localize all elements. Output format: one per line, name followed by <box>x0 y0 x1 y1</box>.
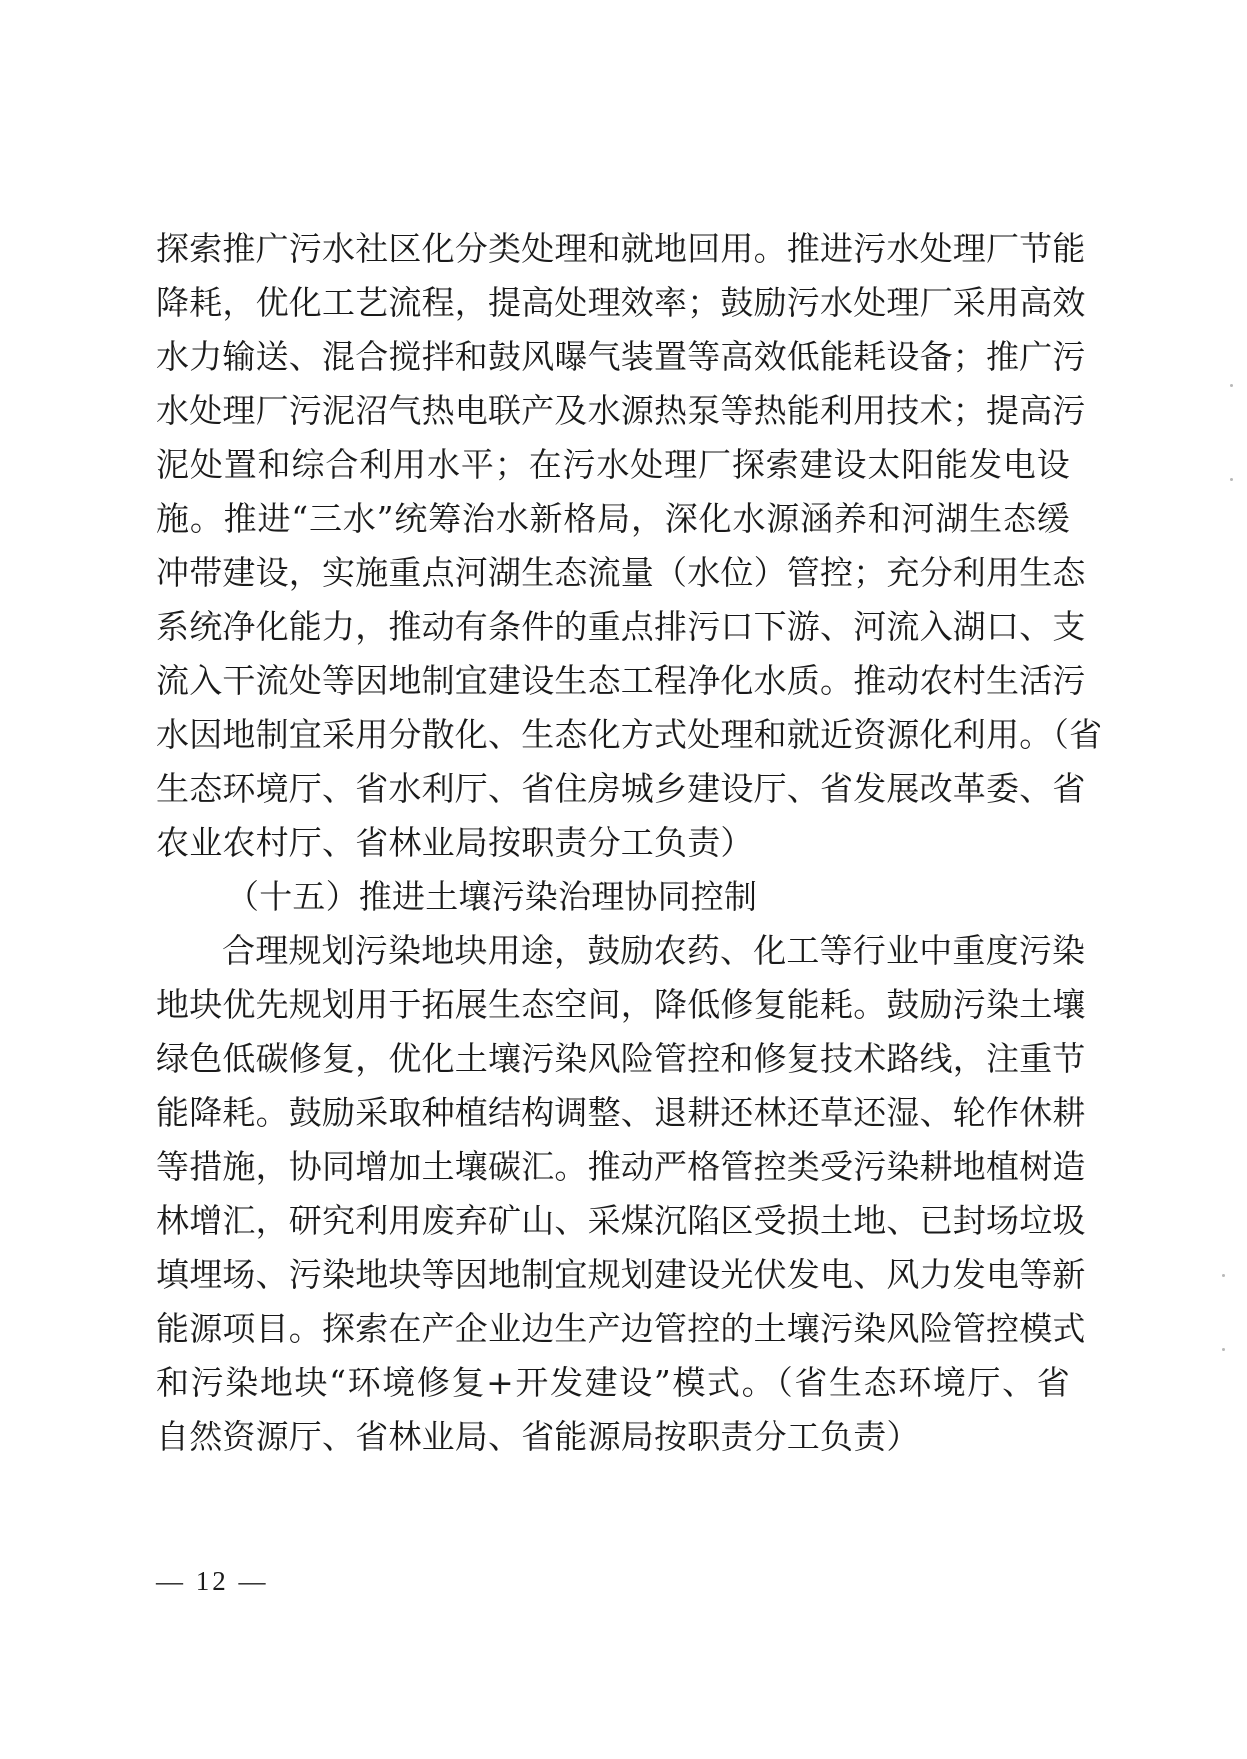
body-line: 自然资源厅、省林业局、省能源局按职责分工负责） <box>156 1417 920 1456</box>
body-line: 泥处置和综合利用水平；在污水处理厂探索建设太阳能发电设 <box>156 445 1070 484</box>
body-line: 能源项目。探索在产企业边生产边管控的土壤污染风险管控模式 <box>156 1309 1086 1348</box>
body-line: 绿色低碳修复，优化土壤污染风险管控和修复技术路线，注重节 <box>156 1039 1086 1078</box>
scan-speck <box>1230 478 1233 481</box>
document-body <box>156 222 1103 1464</box>
body-line: 农业农村厅、省林业局按职责分工负责） <box>156 823 754 862</box>
body-line: 施。推进“三水”统筹治水新格局，深化水源涵养和河湖生态缓 <box>156 499 1070 538</box>
page-number: — 12 — <box>156 1566 269 1596</box>
scan-speck <box>1222 1274 1225 1277</box>
body-line: 流入干流处等因地制宜建设生态工程净化水质。推动农村生活污 <box>156 661 1086 700</box>
body-line: 等措施，协同增加土壤碳汇。推动严格管控类受污染耕地植树造 <box>156 1147 1086 1186</box>
body-line: 生态环境厅、省水利厅、省住房城乡建设厅、省发展改革委、省 <box>156 769 1086 808</box>
body-line: 水处理厂污泥沼气热电联产及水源热泵等热能利用技术；提高污 <box>156 391 1086 430</box>
body-line: 水力输送、混合搅拌和鼓风曝气装置等高效低能耗设备；推广污 <box>156 337 1086 376</box>
body-line: 地块优先规划用于拓展生态空间，降低修复能耗。鼓励污染土壤 <box>156 985 1086 1024</box>
body-line: 填埋场、污染地块等因地制宜规划建设光伏发电、风力发电等新 <box>156 1255 1086 1294</box>
body-line: 和污染地块“环境修复+开发建设”模式。（省生态环境厅、省 <box>156 1363 1070 1402</box>
body-line: 降耗，优化工艺流程，提高处理效率；鼓励污水处理厂采用高效 <box>156 283 1086 322</box>
scan-speck <box>1222 1348 1225 1351</box>
body-line: 能降耗。鼓励采取种植结构调整、退耕还林还草还湿、轮作休耕 <box>156 1093 1086 1132</box>
body-line: 冲带建设，实施重点河湖生态流量（水位）管控；充分利用生态 <box>156 553 1086 592</box>
body-line: 林增汇，研究利用废弃矿山、采煤沉陷区受损土地、已封场垃圾 <box>156 1201 1086 1240</box>
scan-speck <box>1230 384 1233 387</box>
body-line: 系统净化能力，推动有条件的重点排污口下游、河流入湖口、支 <box>156 607 1086 646</box>
paragraph-first-line: 合理规划污染地块用途，鼓励农药、化工等行业中重度污染 <box>222 931 1086 970</box>
body-line: 探索推广污水社区化分类处理和就地回用。推进污水处理厂节能 <box>156 229 1086 268</box>
body-line: 水因地制宜采用分散化、生态化方式处理和就近资源化利用。（省 <box>156 715 1103 754</box>
section-heading: （十五）推进土壤污染治理协同控制 <box>226 877 758 916</box>
